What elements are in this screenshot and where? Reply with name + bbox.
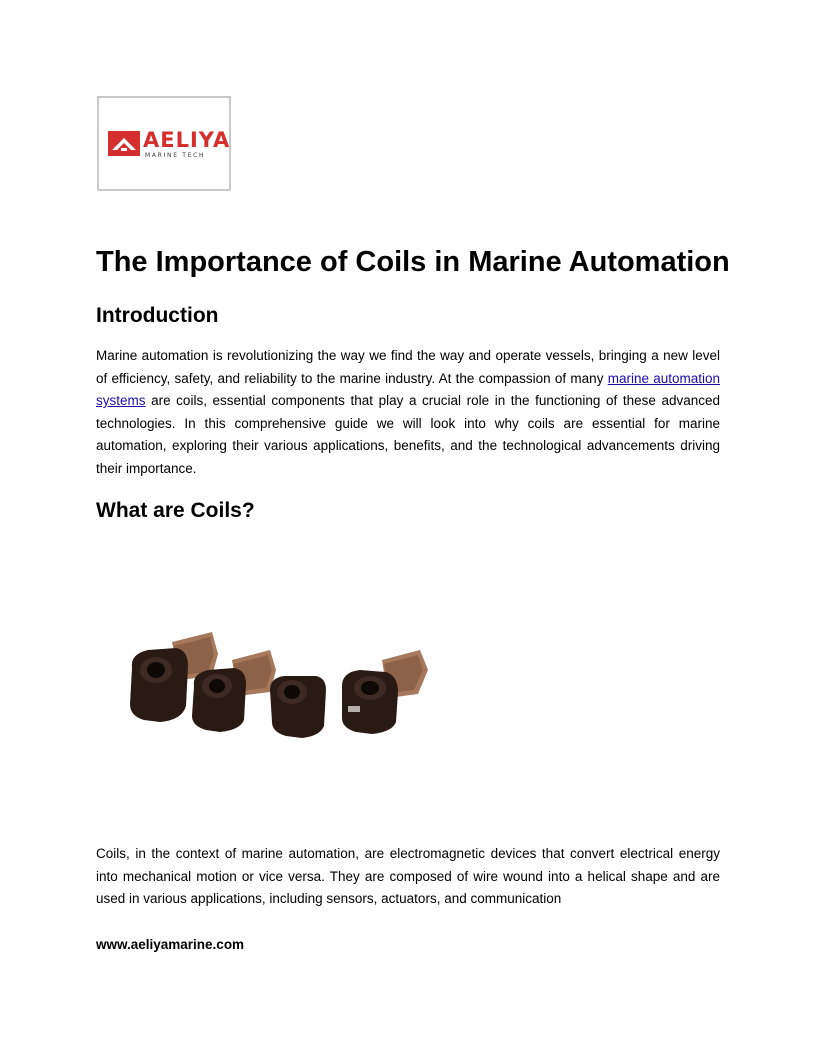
coil-4	[342, 650, 428, 734]
coils-paragraph: Coils, in the context of marine automation, are electromagnetic devices that convert electrical energy into mechanical motion or vice versa. They are composed of wire wound into a helical shape and are used in various applications, including sensors, actuators, and communication	[96, 846, 720, 907]
coil-3	[270, 676, 326, 738]
marine-automation-systems-link[interactable]: marine automation systems	[96, 370, 721, 409]
intro-text-after-link: are coils, essential components that play a crucial role in the functioning of these advanced technologies. In this comprehensive guide we will look into why coils are essential for marine automation, exploring their various applications, benefits, and the technological advancements driving their importance.	[96, 393, 720, 476]
company-logo	[97, 96, 231, 191]
logo-wordmark: AELIYA	[143, 128, 231, 152]
intro-paragraph	[96, 345, 720, 481]
intro-text-before-link: Marine automation is revolutionizing the way we find the way and operate vessels, bringing a new level of efficiency, safety, and reliability to the marine industry. At the compassion of many	[96, 348, 720, 386]
heading-what-are-coils: What are Coils?	[96, 499, 255, 522]
logo-tagline: MARINE TECH	[145, 152, 206, 159]
document-title: The Importance of Coils in Marine Automation	[96, 246, 730, 278]
house-roof-icon	[108, 131, 140, 156]
footer-website-url: www.aeliyamarine.com	[96, 937, 245, 952]
heading-introduction: Introduction	[96, 304, 219, 327]
solenoid-coils-photo	[120, 620, 440, 750]
